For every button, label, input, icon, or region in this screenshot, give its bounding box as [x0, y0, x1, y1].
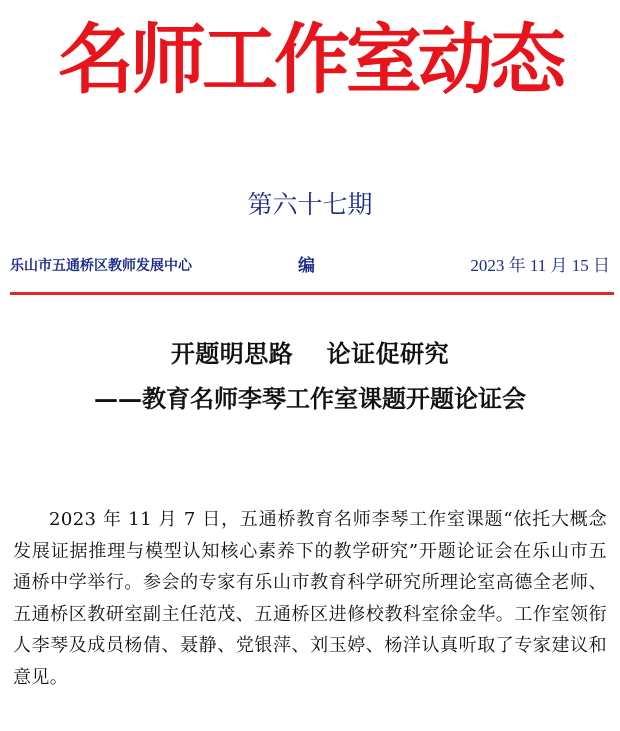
- article-paragraph: 2023 年 11 月 7 日，五通桥教育名师李琴工作室课题“依托大概念发展证据推理与模型认知核心素养下的教学研究”开题论证会在乐山市五通桥中学举行。参会的专家有乐山市教育科学研究所理论室高德全老师、五通桥区教研室副主任范茂、五通桥区进修校教科室徐金华。工作室领衔人李琴及成员杨倩、聂静、党银萍、刘玉婷、杨洋认真听取了专家建议和意见。: [13, 509, 607, 688]
- article-title: 开题明思路 论证促研究: [170, 339, 450, 368]
- issue-number: 第六十七期: [247, 190, 373, 219]
- article-subtitle: ——教育名师李琴工作室课题开题论证会: [94, 384, 526, 413]
- header-divider: [10, 292, 614, 295]
- publisher-organization: 乐山市五通桥区教师发展中心: [10, 258, 192, 274]
- masthead-title: 名师工作室动态: [58, 15, 562, 104]
- publish-date: 2023 年 11 月 15 日: [470, 256, 610, 275]
- edit-label: 编: [298, 256, 315, 276]
